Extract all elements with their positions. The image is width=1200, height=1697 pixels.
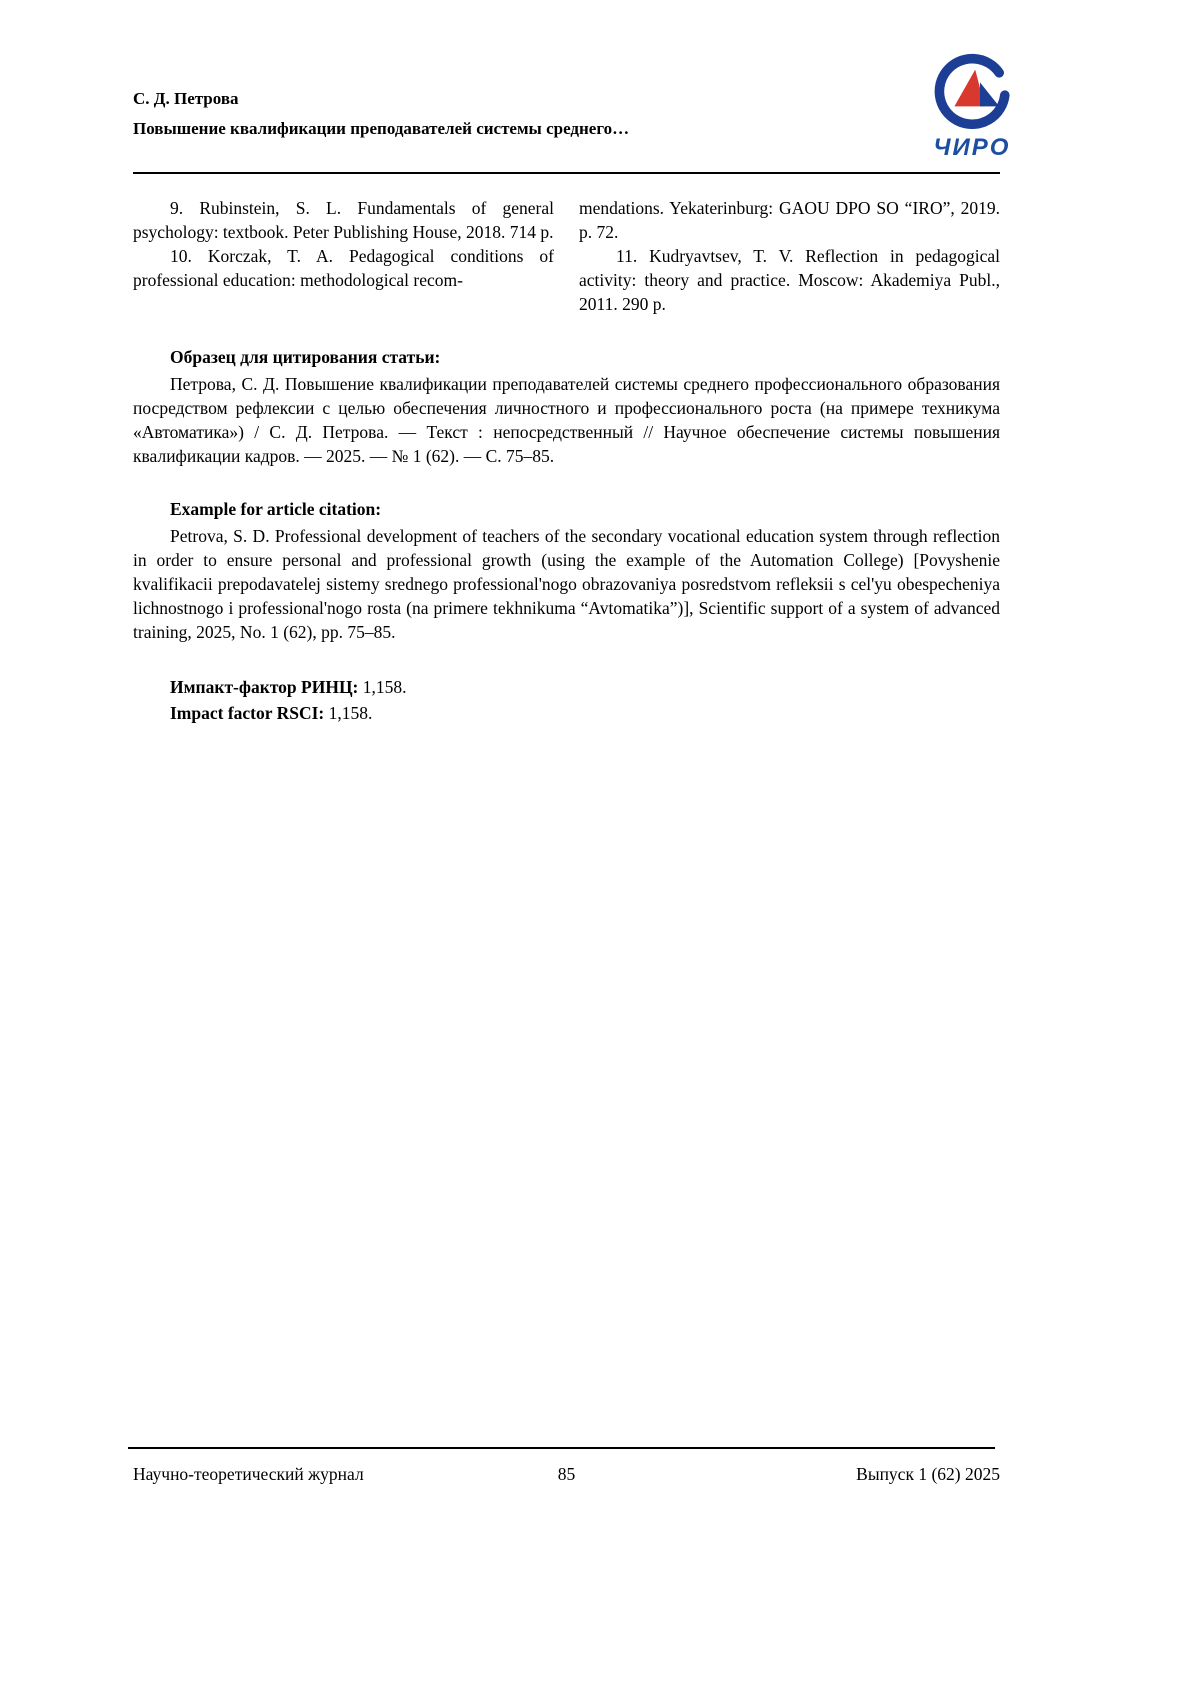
impact-factor-rinc-label: Импакт-фактор РИНЦ: (170, 677, 359, 697)
footer-page-number: 85 (557, 1464, 576, 1484)
main-content (133, 196, 1000, 726)
impact-factor-rinc-line (133, 674, 1000, 700)
references-right-column (579, 196, 1000, 316)
impact-factor-block (133, 674, 1000, 726)
footer-rule (128, 1447, 995, 1449)
reference-item-10: 10. Korczak, T. A. Pedagogical conditions of professional education: methodological recom- (133, 246, 554, 290)
header-running-title: Повышение квалификации преподавателей системы среднего… (133, 119, 630, 138)
citation-en-text: Petrova, S. D. Professional development of teachers of the secondary vocational education system through reflection in order to ensure personal and professional growth (using the example of the Automation College) [Povyshenie kvalifikacii prepodavatelej sistemy srednego professional'nogo obrazovaniya posredstvom refleksii s cel'yu obespecheniya lichnostnogo i professional'nogo rosta (na primere tekhnikuma “Avtomatika”)], Scientific support of a system of advanced training, 2025, No. 1 (62), pp. 75–85. (133, 526, 1000, 642)
impact-factor-rsci-line (133, 700, 1000, 726)
citation-en-heading: Example for article citation: (170, 499, 382, 519)
logo-circle-icon (932, 52, 1012, 132)
references-section (133, 196, 1000, 316)
reference-item-9: 9. Rubinstein, S. L. Fundamentals of general psychology: textbook. Peter Publishing House, 2018. 714 p. (133, 198, 554, 242)
impact-factor-rsci-label: Impact factor RSCI: (170, 703, 325, 723)
reference-item-10-continued: mendations. Yekaterinburg: GAOU DPO SO “IRO”, 2019. p. 72. (579, 198, 1000, 242)
citation-ru-heading: Образец для цитирования статьи: (170, 347, 441, 367)
header-author: С. Д. Петрова (133, 89, 239, 108)
footer-journal-name: Научно-теоретический журнал (133, 1464, 364, 1484)
reference-item-11: 11. Kudryavtsev, T. V. Reflection in pedagogical activity: theory and practice. Moscow: Akademiya Publ., 2011. 290 p. (579, 246, 1000, 314)
journal-logo (922, 52, 1022, 162)
header-rule (133, 172, 1000, 174)
logo-wordmark: ЧИРО (933, 134, 1011, 161)
impact-factor-rsci-value: 1,158. (324, 703, 373, 723)
page-header (133, 84, 833, 144)
impact-factor-rinc-value: 1,158. (358, 677, 407, 697)
citation-ru-text: Петрова, С. Д. Повышение квалификации преподавателей системы среднего профессионального образования посредством рефлексии с целью обеспечения личностного и профессионального роста (на примере техникума «Автоматика») / С. Д. Петрова. — Текст : непосредственный // Научное обеспечение системы повышения квалификации кадров. — 2025. — № 1 (62). — С. 75–85. (133, 374, 1000, 466)
footer-issue-label: Выпуск 1 (62) 2025 (856, 1464, 1000, 1484)
references-left-column (133, 196, 554, 316)
